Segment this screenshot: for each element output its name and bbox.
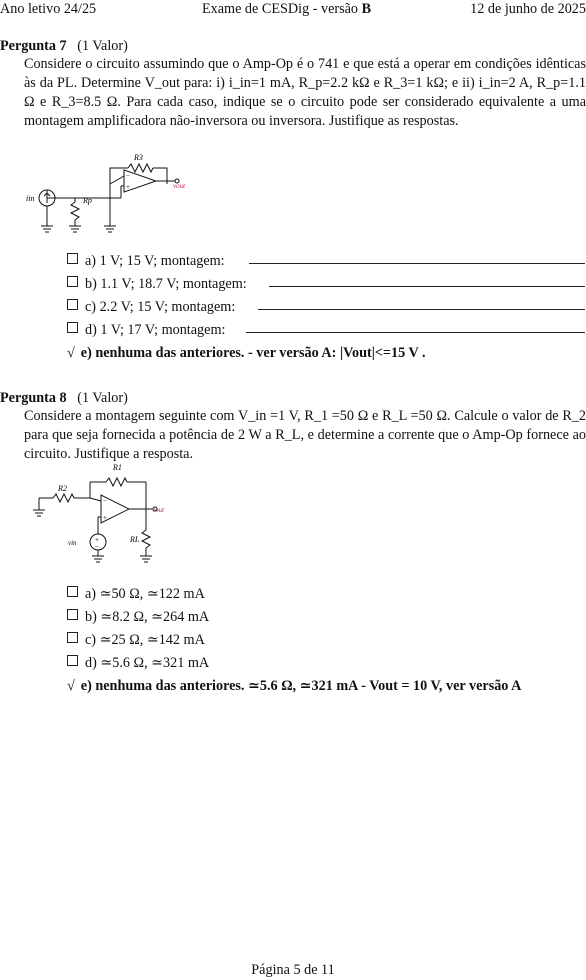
q8-title: Pergunta 8: [0, 390, 67, 406]
q8-circuit-diagram: [28, 458, 198, 568]
svg-text:+: +: [126, 183, 130, 191]
q8-heading: [0, 389, 128, 408]
q7-statement: Considere o circuito assumindo que o Amp-Op é o 741 e que está a operar em condições idênticas às da PL. Determine V_out para: i) i_in=1 mA, R_p=2.2 kΩ e R_3=1 kΩ; e ii) i_in=2 A, R_p=1.1 Ω e R_3=8.5 Ω. Para cada caso, indique se o circuito pode ser considerado equivalente a uma montagem amplificadora não-inversora ou inversora. Justifique as respostas.: [24, 56, 586, 129]
q8-option-d[interactable]: d) ≃5.6 Ω, ≃321 mA: [67, 654, 209, 673]
checkbox-icon[interactable]: [67, 253, 78, 264]
q8-vin-label: vin: [68, 539, 77, 547]
checkbox-icon[interactable]: [67, 322, 78, 333]
q8-vout-label: vout: [152, 506, 165, 514]
q8-correct-answer: √ e) nenhuma das anteriores. ≃5.6 Ω, ≃321 mA - Vout = 10 V, ver versão A: [67, 678, 522, 694]
checkbox-icon[interactable]: [67, 632, 78, 643]
q7-option-d[interactable]: d) 1 V; 17 V; montagem:: [67, 321, 225, 340]
checkbox-icon[interactable]: [67, 299, 78, 310]
header-left: Ano letivo 24/25: [0, 1, 97, 17]
q7-option-d-line: [246, 332, 585, 333]
q8-option-a[interactable]: a) ≃50 Ω, ≃122 mA: [67, 585, 205, 604]
q7-option-b-line: [269, 286, 585, 287]
q7-value: (1 Valor): [77, 38, 128, 54]
q8-r1-label: R1: [113, 463, 122, 472]
q8-rl-label: RL: [130, 535, 140, 544]
checkbox-icon[interactable]: [67, 609, 78, 620]
checkbox-icon[interactable]: [67, 276, 78, 287]
q7-iin-label: iin: [26, 194, 35, 203]
q7-option-c-line: [258, 309, 585, 310]
q7-circuit-diagram: [25, 148, 225, 243]
header-center: Exame de CESDig - versão B: [202, 1, 372, 17]
q7-option-c[interactable]: c) 2.2 V; 15 V; montagem:: [67, 298, 235, 317]
svg-text:−: −: [126, 172, 130, 180]
q8-value: (1 Valor): [77, 390, 128, 406]
q8-option-b[interactable]: b) ≃8.2 Ω, ≃264 mA: [67, 608, 209, 627]
q8-statement: Considere a montagem seguinte com V_in =1 V, R_1 =50 Ω e R_L =50 Ω. Calcule o valor de R_2 para que seja fornecida a potência de 2 W a R_L, e determine a corrente que o Amp-Op fornece ao circuito. Justifique a resposta.: [24, 408, 586, 462]
checkbox-icon[interactable]: [67, 655, 78, 666]
svg-text:+: +: [103, 514, 107, 522]
q7-vout-label: vout: [173, 182, 186, 190]
sqrt-check-icon: √: [67, 345, 75, 361]
svg-text:+: +: [95, 536, 99, 544]
q7-title: Pergunta 7: [0, 38, 67, 54]
q7-heading: [0, 37, 128, 56]
q8-option-c[interactable]: c) ≃25 Ω, ≃142 mA: [67, 631, 205, 650]
q7-rp-label: Rp: [83, 196, 92, 205]
page-footer: Página 5 de 11: [251, 962, 335, 978]
checkbox-icon[interactable]: [67, 586, 78, 597]
q7-option-a-line: [249, 263, 585, 264]
page-header: [0, 0, 586, 20]
q7-option-a[interactable]: a) 1 V; 15 V; montagem:: [67, 252, 225, 271]
header-right: 12 de junho de 2025: [470, 1, 586, 17]
svg-text:−: −: [95, 543, 99, 551]
q8-r2-label: R2: [58, 484, 67, 493]
q7-correct-answer: √ e) nenhuma das anteriores. - ver versão A: |Vout|<=15 V .: [67, 345, 426, 361]
q7-r3-label: R3: [134, 153, 143, 162]
svg-text:−: −: [103, 497, 107, 505]
q7-option-b[interactable]: b) 1.1 V; 18.7 V; montagem:: [67, 275, 247, 294]
sqrt-check-icon: √: [67, 678, 75, 694]
